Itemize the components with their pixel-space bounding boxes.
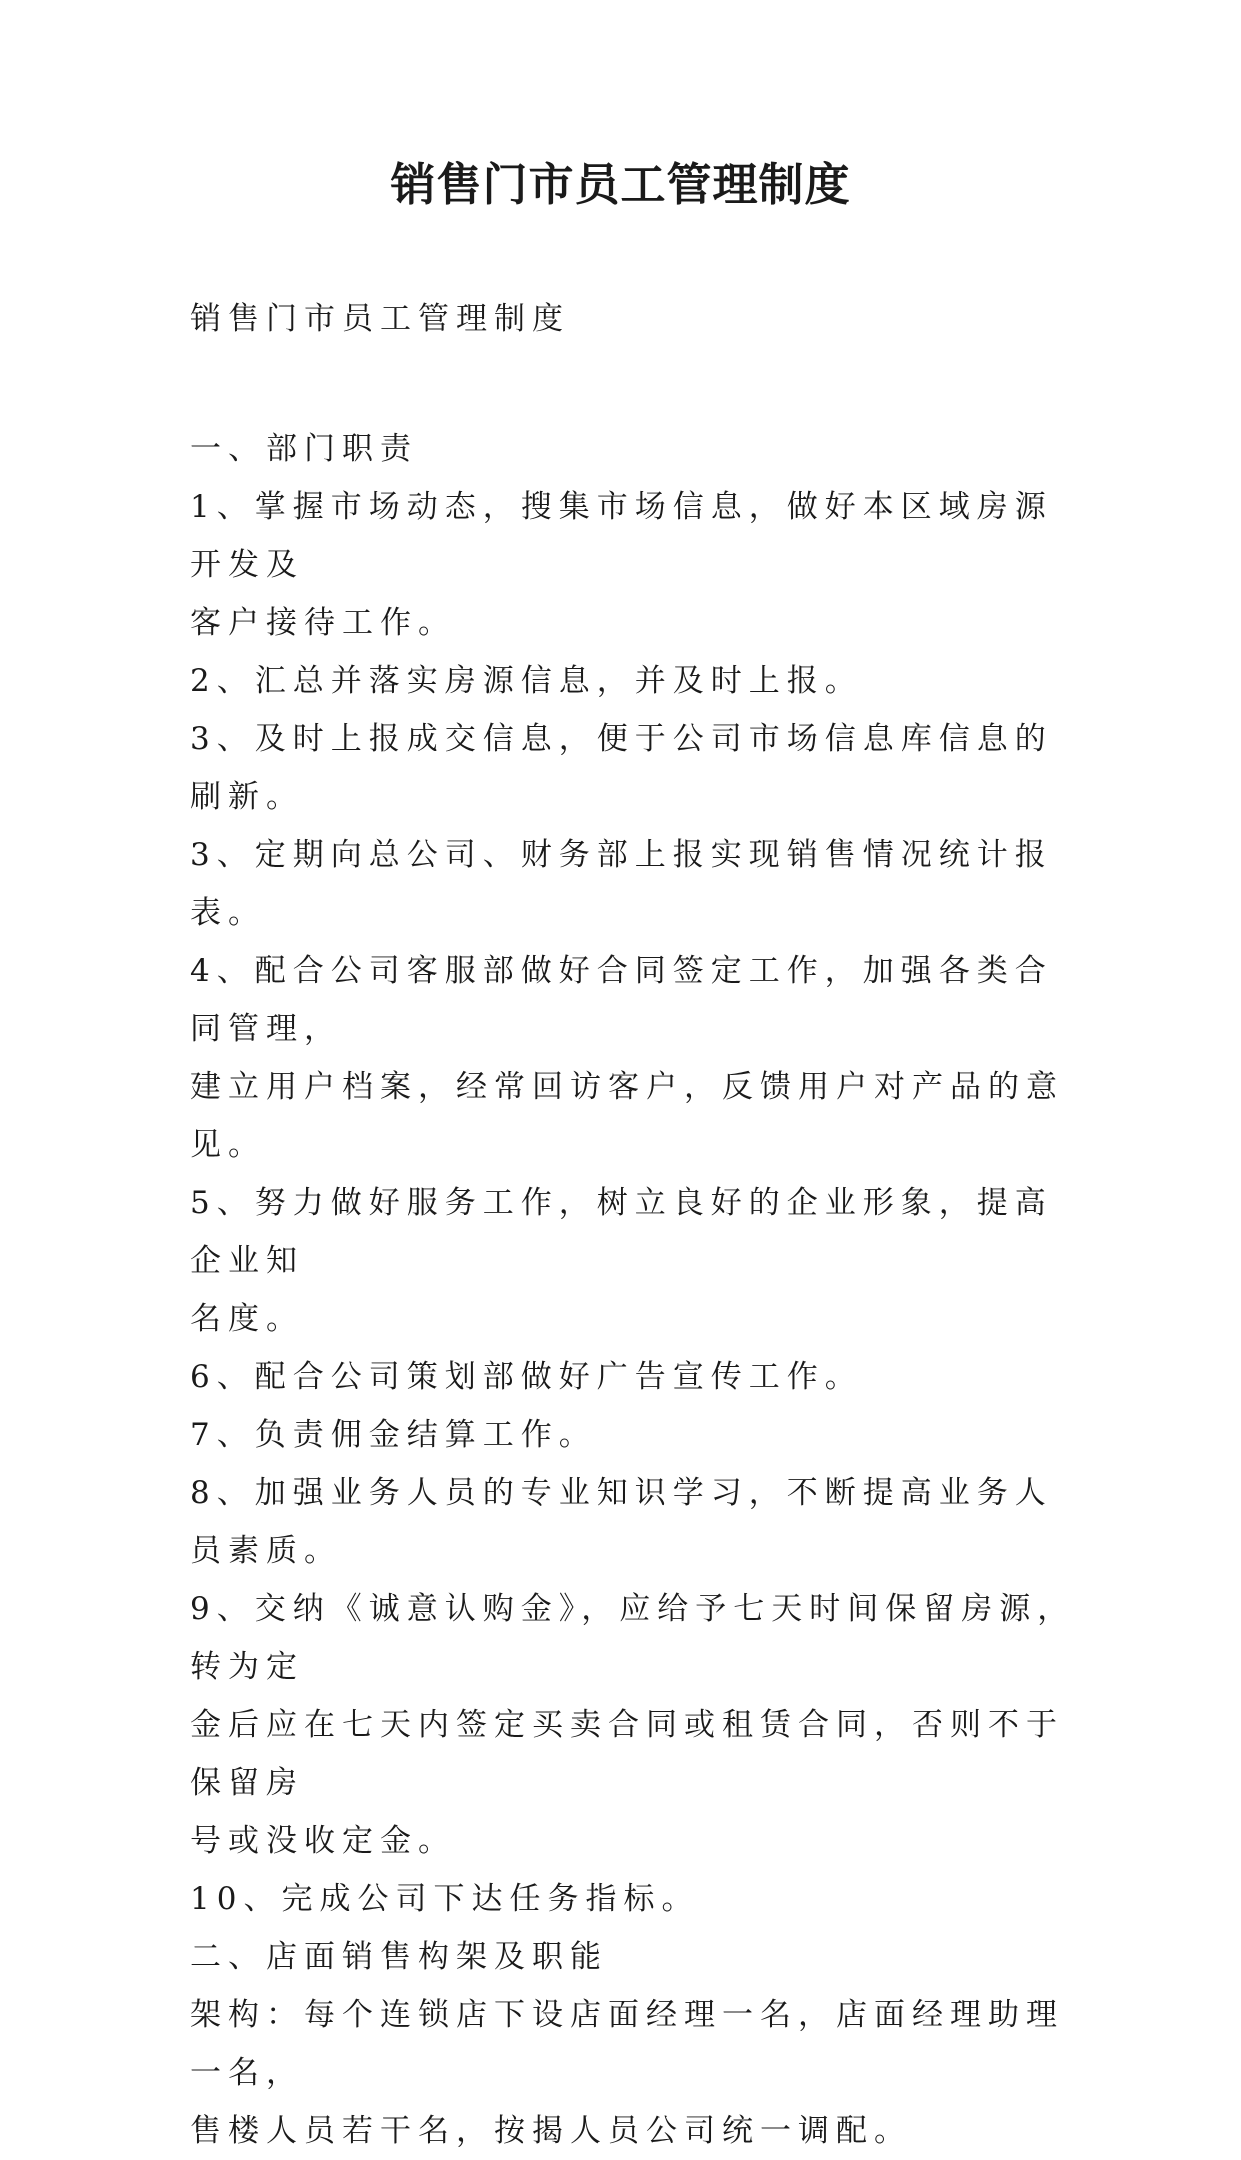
text-line: 5、努力做好服务工作，树立良好的企业形象，提高企业知: [190, 1185, 1053, 1279]
text-line: 售楼人员若干名，按揭人员公司统一调配。: [190, 2113, 912, 2149]
text-line: 号或没收定金。: [190, 1823, 456, 1859]
text-line: 架构：每个连锁店下设店面经理一名，店面经理助理一名，: [190, 1997, 1064, 2091]
document-title: 销售门市员工管理制度: [390, 158, 851, 211]
text-line: 金后应在七天内签定买卖合同或租赁合同，否则不于保留房: [190, 1707, 1064, 1801]
text-line: 7、负责佣金结算工作。: [190, 1417, 597, 1453]
section-heading: 二、店面销售构架及职能: [190, 1939, 608, 1975]
text-line: 1、掌握市场动态，搜集市场信息，做好本区域房源开发及: [190, 489, 1053, 583]
text-line: 2、汇总并落实房源信息，并及时上报。: [190, 663, 863, 699]
text-line: 9、交纳《诚意认购金》，应给予七天时间保留房源，转为定: [190, 1591, 1076, 1685]
document-subtitle: 销售门市员工管理制度: [190, 301, 570, 337]
document-body: [190, 290, 1090, 2160]
text-line: 建立用户档案，经常回访客户，反馈用户对产品的意见。: [190, 1069, 1064, 1163]
text-line: 3、及时上报成交信息，便于公司市场信息库信息的刷新。: [190, 721, 1053, 815]
text-line: 3、定期向总公司、财务部上报实现销售情况统计报表。: [190, 837, 1053, 931]
text-line: 名度。: [190, 1301, 304, 1337]
text-line: 客户接待工作。: [190, 605, 456, 641]
text-line: 4、配合公司客服部做好合同签定工作，加强各类合同管理，: [190, 953, 1053, 1047]
text-line: 6、配合公司策划部做好广告宣传工作。: [190, 1359, 863, 1395]
text-line: 8、加强业务人员的专业知识学习，不断提高业务人员素质。: [190, 1475, 1053, 1569]
text-line: 10、完成公司下达任务指标。: [190, 1881, 700, 1917]
section-heading: 一、部门职责: [190, 431, 418, 467]
